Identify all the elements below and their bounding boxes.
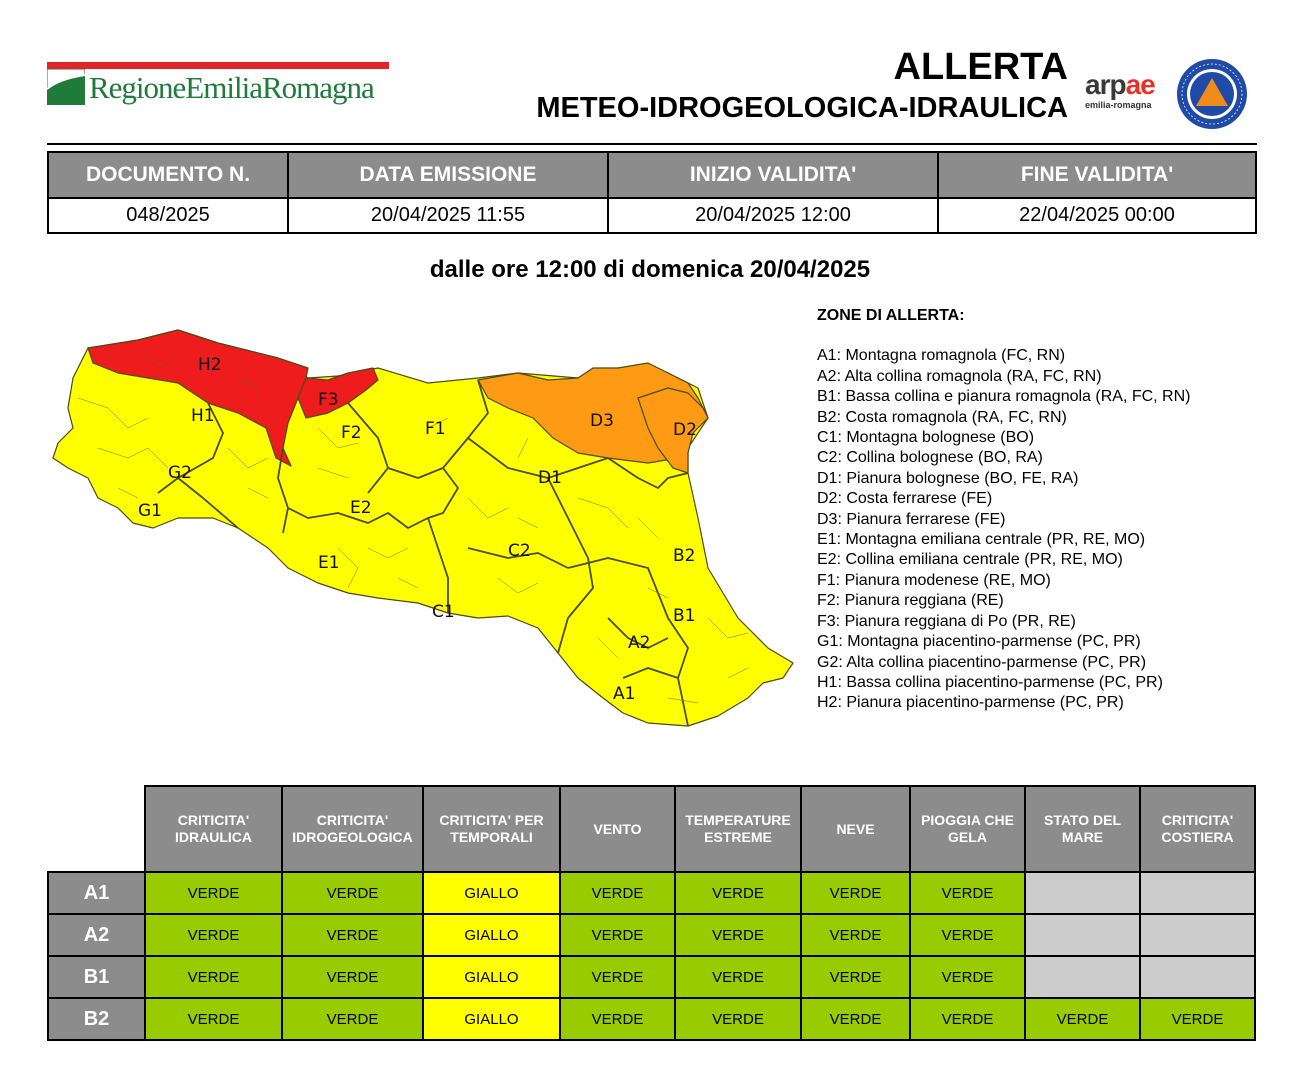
legend-item: G1: Montagna piacentino-parmense (PC, PR) <box>817 633 1141 651</box>
crit-cell: VERDE <box>801 872 910 914</box>
map-label-a1: A1 <box>613 684 636 704</box>
civil-protection-badge-icon <box>1176 58 1248 130</box>
map-label-e2: E2 <box>350 498 372 518</box>
crit-cell: VERDE <box>675 956 801 998</box>
crit-header: CRITICITA' PER TEMPORALI <box>423 786 560 872</box>
doc-start-date: 20/04/2025 12:00 <box>608 198 938 233</box>
crit-row <box>48 872 1255 914</box>
crit-cell <box>1140 956 1255 998</box>
header-divider <box>47 143 1257 145</box>
crit-cell: VERDE <box>282 956 423 998</box>
legend-item: G2: Alta collina piacentino-parmense (PC, PR) <box>817 653 1147 671</box>
map-label-c2: C2 <box>508 541 531 561</box>
crit-zone-label: B2 <box>48 998 145 1040</box>
crit-cell: VERDE <box>282 914 423 956</box>
region-logo <box>47 62 389 112</box>
legend-heading: ZONE DI ALLERTA: <box>817 307 965 324</box>
crit-header: CRITICITA' COSTIERA <box>1140 786 1255 872</box>
legend-item: D3: Pianura ferrarese (FE) <box>817 510 1006 528</box>
map-label-g2: G2 <box>168 463 192 483</box>
map-label-g1: G1 <box>138 501 162 521</box>
crit-header: VENTO <box>560 786 675 872</box>
legend-item: C1: Montagna bolognese (BO) <box>817 429 1035 447</box>
legend-item: D1: Pianura bolognese (BO, FE, RA) <box>817 469 1079 487</box>
crit-zone-label: A1 <box>48 872 145 914</box>
map-label-b1: B1 <box>673 606 696 626</box>
zones-legend <box>817 306 1191 714</box>
crit-cell: VERDE <box>1140 998 1255 1040</box>
doc-header-emission: DATA EMISSIONE <box>288 152 608 198</box>
doc-header-end: FINE VALIDITA' <box>938 152 1256 198</box>
crit-header: TEMPERATURE ESTREME <box>675 786 801 872</box>
crit-cell: VERDE <box>145 956 282 998</box>
map-label-f1: F1 <box>425 419 446 439</box>
arpae-word-b: ae <box>1125 69 1155 100</box>
region-flag-icon <box>47 69 85 105</box>
map-label-f2: F2 <box>341 423 362 443</box>
legend-item: F2: Pianura reggiana (RE) <box>817 592 1004 610</box>
crit-zone-label: B1 <box>48 956 145 998</box>
crit-row <box>48 998 1255 1040</box>
map-label-d1: D1 <box>538 468 562 488</box>
legend-item: F1: Pianura modenese (RE, MO) <box>817 571 1051 589</box>
crit-cell <box>1025 872 1140 914</box>
crit-cell: VERDE <box>560 956 675 998</box>
crit-cell: VERDE <box>560 914 675 956</box>
crit-cell: VERDE <box>910 872 1025 914</box>
crit-row <box>48 914 1255 956</box>
doc-header-number: DOCUMENTO N. <box>48 152 288 198</box>
legend-item: H2: Pianura piacentino-parmense (PC, PR) <box>817 694 1124 712</box>
crit-cell: VERDE <box>145 998 282 1040</box>
crit-header: PIOGGIA CHE GELA <box>910 786 1025 872</box>
crit-cell: VERDE <box>1025 998 1140 1040</box>
crit-header: CRITICITA' IDRAULICA <box>145 786 282 872</box>
doc-header-start: INIZIO VALIDITA' <box>608 152 938 198</box>
arpae-logo <box>1085 70 1170 118</box>
page-subtitle: METEO-IDROGEOLOGICA-IDRAULICA <box>536 92 1068 124</box>
crit-cell: VERDE <box>675 872 801 914</box>
crit-cell: GIALLO <box>423 998 560 1040</box>
map-label-a2: A2 <box>628 633 651 653</box>
map-label-b2: B2 <box>673 546 696 566</box>
legend-item: E1: Montagna emiliana centrale (PR, RE, MO) <box>817 531 1146 549</box>
document-info-table <box>47 151 1257 234</box>
region-name: RegioneEmiliaRomagna <box>89 70 374 105</box>
alert-zones-map <box>48 318 798 730</box>
arpae-subtitle: emilia-romagna <box>1085 100 1152 110</box>
page-title: ALLERTA <box>893 46 1068 88</box>
crit-header: NEVE <box>801 786 910 872</box>
crit-header: STATO DEL MARE <box>1025 786 1140 872</box>
legend-item: A2: Alta collina romagnola (RA, FC, RN) <box>817 367 1102 385</box>
map-label-f3: F3 <box>318 390 339 410</box>
legend-item: F3: Pianura reggiana di Po (PR, RE) <box>817 612 1076 630</box>
crit-cell: VERDE <box>675 914 801 956</box>
map-label-d2: D2 <box>673 420 697 440</box>
crit-cell: VERDE <box>910 914 1025 956</box>
legend-item: B1: Bassa collina e pianura romagnola (RA, FC, RN) <box>817 388 1191 406</box>
logo-red-bar <box>47 62 389 69</box>
crit-cell: VERDE <box>675 998 801 1040</box>
doc-emission-date: 20/04/2025 11:55 <box>288 198 608 233</box>
crit-cell: VERDE <box>910 956 1025 998</box>
crit-cell: VERDE <box>560 998 675 1040</box>
legend-item: B2: Costa romagnola (RA, FC, RN) <box>817 408 1067 426</box>
crit-cell: VERDE <box>801 998 910 1040</box>
crit-cell: GIALLO <box>423 872 560 914</box>
crit-cell: VERDE <box>145 872 282 914</box>
crit-corner <box>48 786 145 872</box>
crit-cell: VERDE <box>282 872 423 914</box>
crit-cell: GIALLO <box>423 914 560 956</box>
doc-number: 048/2025 <box>48 198 288 233</box>
map-label-d3: D3 <box>590 411 614 431</box>
map-label-h2: H2 <box>198 355 222 375</box>
criticality-table <box>47 785 1256 1041</box>
arpae-word-a: arp <box>1085 69 1126 100</box>
crit-cell <box>1140 872 1255 914</box>
legend-item: C2: Collina bolognese (BO, RA) <box>817 449 1043 467</box>
doc-end-date: 22/04/2025 00:00 <box>938 198 1256 233</box>
crit-header: CRITICITA' IDROGEOLOGICA <box>282 786 423 872</box>
legend-item: H1: Bassa collina piacentino-parmense (PC, PR) <box>817 673 1163 691</box>
crit-cell: VERDE <box>801 956 910 998</box>
map-label-h1: H1 <box>191 406 215 426</box>
crit-cell <box>1140 914 1255 956</box>
legend-item: D2: Costa ferrarese (FE) <box>817 490 993 508</box>
crit-cell: VERDE <box>145 914 282 956</box>
crit-cell: VERDE <box>910 998 1025 1040</box>
map-label-c1: C1 <box>432 602 455 622</box>
map-label-e1: E1 <box>318 553 340 573</box>
period-title: dalle ore 12:00 di domenica 20/04/2025 <box>429 256 871 283</box>
crit-cell: VERDE <box>282 998 423 1040</box>
crit-cell: VERDE <box>801 914 910 956</box>
crit-cell: GIALLO <box>423 956 560 998</box>
crit-cell <box>1025 956 1140 998</box>
crit-cell <box>1025 914 1140 956</box>
legend-item: E2: Collina emiliana centrale (PR, RE, MO) <box>817 551 1123 569</box>
crit-row <box>48 956 1255 998</box>
crit-cell: VERDE <box>560 872 675 914</box>
crit-zone-label: A2 <box>48 914 145 956</box>
legend-item: A1: Montagna romagnola (FC, RN) <box>817 347 1066 365</box>
